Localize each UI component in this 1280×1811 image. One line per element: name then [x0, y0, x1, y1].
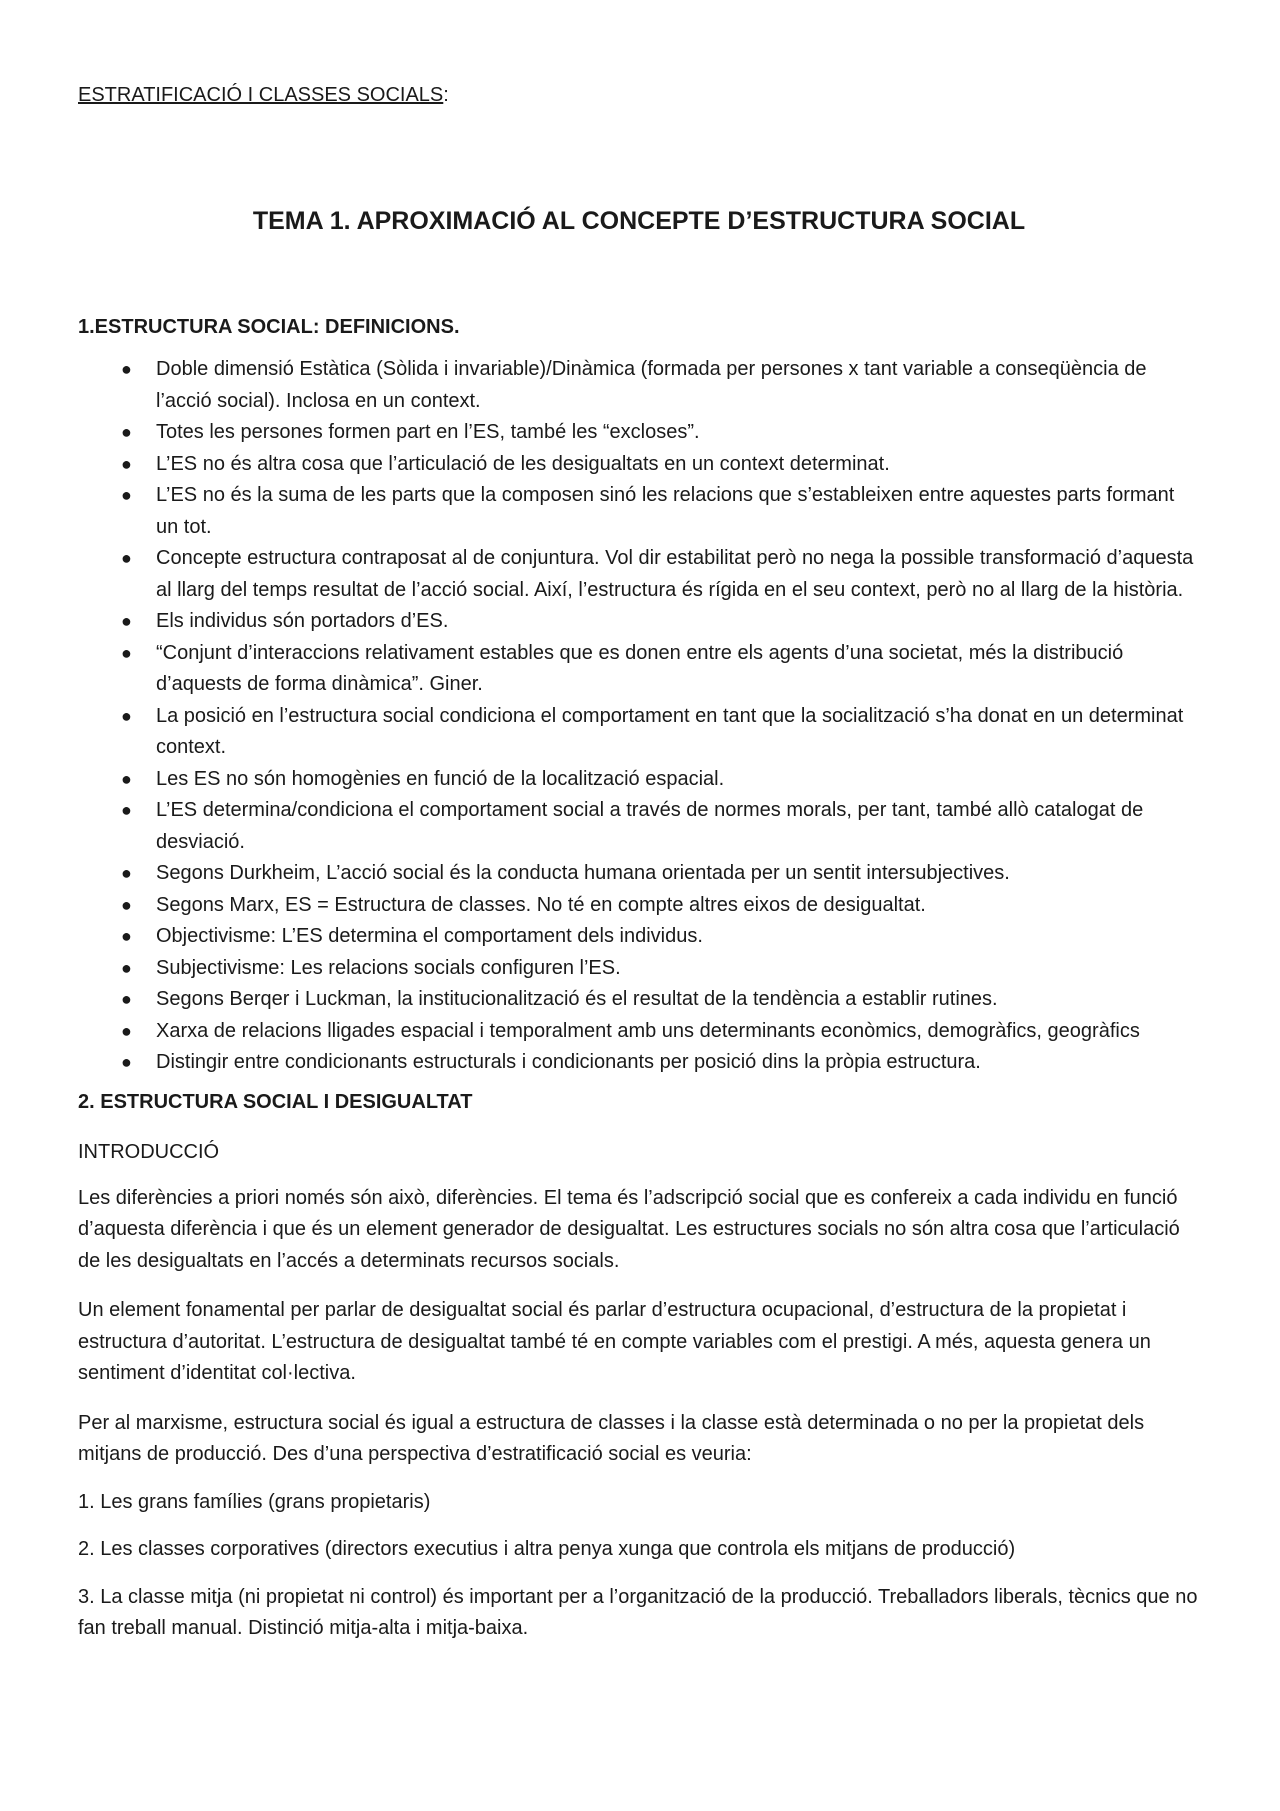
bullet-icon: ●	[121, 359, 132, 379]
list-item-text: L’ES no és altra cosa que l’articulació de les desigualtats en un context determinat.	[156, 452, 890, 475]
bullet-icon: ●	[121, 926, 132, 946]
bullet-icon: ●	[121, 863, 132, 883]
list-item	[78, 354, 1200, 417]
list-item	[78, 795, 1200, 858]
bullet-icon: ●	[121, 989, 132, 1009]
list-item	[78, 480, 1200, 543]
bullet-icon: ●	[121, 800, 132, 820]
list-item	[78, 921, 1200, 953]
introduction-subheading: INTRODUCCIÓ	[78, 1140, 220, 1163]
list-item-text: La posició en l’estructura social condiciona el comportament en tant que la socialització s’ha donat en un determinat context.	[156, 704, 1184, 758]
numbered-item: 2. Les classes corporatives (directors executius i altra penya xunga que controla els mitjans de producció)	[78, 1538, 1016, 1560]
list-item	[78, 858, 1200, 890]
list-item-text: Objectivisme: L’ES determina el comportament dels individus.	[156, 925, 703, 947]
page-title: TEMA 1. APROXIMACIÓ AL CONCEPTE D’ESTRUCTURA SOCIAL	[252, 207, 1026, 235]
list-item-text: “Conjunt d’interaccions relativament estables que es donen entre els agents d’una societat, més la distribució d’aquests de forma dinàmica”. Giner.	[156, 641, 1124, 695]
course-header-colon: :	[443, 84, 449, 106]
course-header-label: ESTRATIFICACIÓ I CLASSES SOCIALS	[78, 84, 444, 106]
bullet-icon: ●	[121, 957, 132, 978]
list-item	[78, 953, 1200, 985]
paragraph: Les diferències a priori només són això, diferències. El tema és l’adscripció social que es confereix a cada individu en funció d’aquesta diferència i que és un element generador de desigualtat. Les estructures socials no són altra cosa que l’articulació de les desigualtats en l’accés a determinats recursos socials.	[78, 1186, 1180, 1272]
list-item-text: Distingir entre condicionants estructurals i condicionants per posició dins la pròpia estructura.	[156, 1051, 981, 1073]
list-item	[78, 984, 1200, 1016]
list-item	[78, 638, 1200, 701]
bullet-icon: ●	[121, 453, 132, 474]
bullet-icon: ●	[121, 642, 132, 663]
bullet-icon: ●	[121, 485, 132, 505]
list-item	[78, 449, 1200, 481]
list-item	[78, 764, 1200, 796]
list-item-text: Segons Marx, ES = Estructura de classes. No té en compte altres eixos de desigualtat.	[156, 893, 926, 916]
section-1-heading: 1.ESTRUCTURA SOCIAL: DEFINICIONS.	[78, 316, 460, 338]
list-item	[78, 890, 1200, 922]
numbered-item: 1. Les grans famílies (grans propietaris)	[78, 1490, 431, 1513]
bullet-icon: ●	[121, 768, 132, 789]
list-item-text: Les ES no són homogènies en funció de la localització espacial.	[156, 767, 725, 790]
paragraph: Un element fonamental per parlar de desigualtat social és parlar d’estructura ocupacional, d’estructura de la propietat i estructura d’autoritat. L’estructura de desigualtat també té en compte variables com el prestigi. A més, aquesta genera un sentiment d’identitat col·lectiva.	[78, 1299, 1151, 1384]
list-item-text: Els individus són portadors d’ES.	[156, 610, 449, 632]
list-item-text: L’ES no és la suma de les parts que la composen sinó les relacions que s’estableixen entre aquestes parts formant un tot.	[156, 484, 1175, 538]
list-item	[78, 1047, 1200, 1079]
paragraph: Per al marxisme, estructura social és igual a estructura de classes i la classe està determinada o no per la propietat dels mitjans de producció. Des d’una perspectiva d’estratificació social es veuria:	[78, 1411, 1145, 1465]
list-item-text: Concepte estructura contraposat al de conjuntura. Vol dir estabilitat però no nega la possible transformació d’aquesta al llarg del temps resultat de l’acció social. Així, l’estructura és rígida en el seu context, però no al llarg de la història.	[156, 547, 1194, 601]
list-item	[78, 606, 1200, 638]
list-item-text: Segons Berqer i Luckman, la institucionalització és el resultat de la tendència a establir rutines.	[156, 988, 998, 1010]
definitions-list	[78, 354, 1200, 1079]
bullet-icon: ●	[121, 422, 132, 442]
bullet-icon: ●	[121, 705, 132, 726]
course-header	[78, 82, 1200, 108]
bullet-icon: ●	[121, 548, 132, 568]
section-2-heading: 2. ESTRUCTURA SOCIAL I DESIGUALTAT	[78, 1090, 473, 1113]
numbered-item: 3. La classe mitja (ni propietat ni control) és important per a l’organització de la producció. Treballadors liberals, tècnics que no fan treball manual. Distinció mitja-alta i mitja-baixa.	[78, 1585, 1198, 1639]
list-item-text: Doble dimensió Estàtica (Sòlida i invariable)/Dinàmica (formada per persones x tant variable a conseqüència de l’acció social). Inclosa en un context.	[156, 358, 1147, 412]
list-item	[78, 543, 1200, 606]
bullet-icon: ●	[121, 1020, 132, 1041]
list-item	[78, 1016, 1200, 1048]
list-item-text: Segons Durkheim, L’acció social és la conducta humana orientada per un sentit intersubjectives.	[156, 862, 1010, 884]
bullet-icon: ●	[121, 894, 132, 915]
list-item	[78, 417, 1200, 449]
list-item-text: Subjectivisme: Les relacions socials configuren l’ES.	[156, 956, 621, 979]
list-item-text: L’ES determina/condiciona el comportament social a través de normes morals, per tant, també allò catalogat de desviació.	[156, 799, 1144, 853]
bullet-icon: ●	[121, 611, 132, 631]
list-item-text: Xarxa de relacions lligades espacial i temporalment amb uns determinants econòmics, demogràfics, geogràfics	[156, 1019, 1140, 1042]
bullet-icon: ●	[121, 1052, 132, 1072]
list-item	[78, 701, 1200, 764]
list-item-text: Totes les persones formen part en l’ES, també les “excloses”.	[156, 421, 700, 443]
